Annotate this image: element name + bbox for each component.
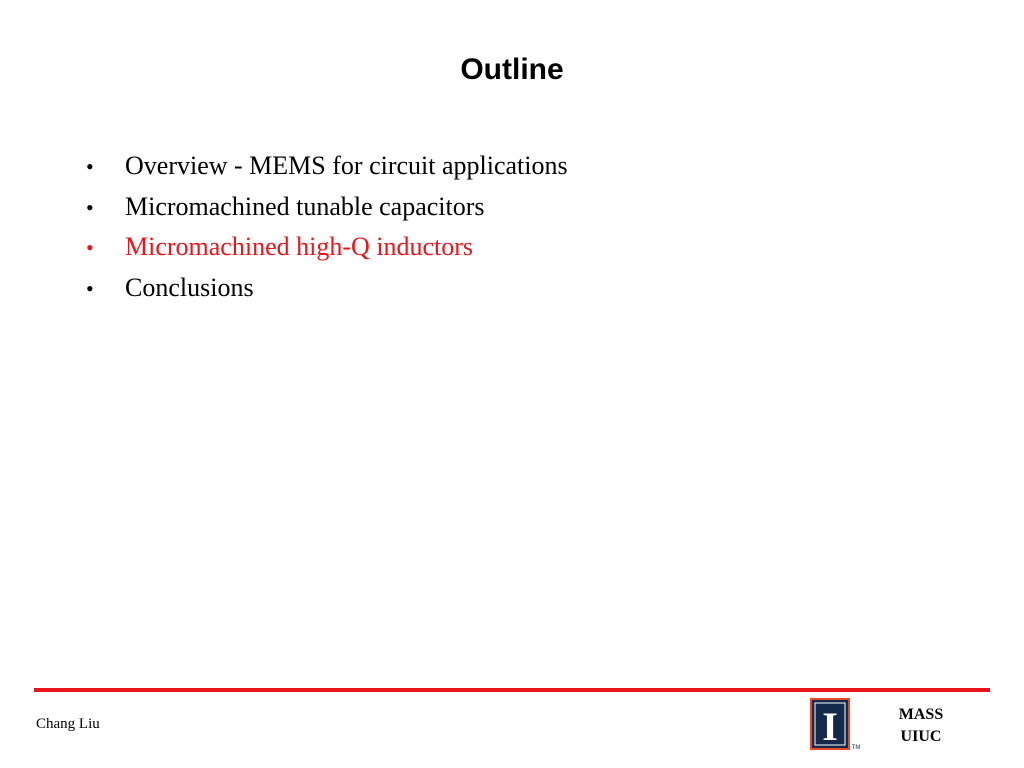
lab-name (886, 704, 956, 748)
lab-name-line2: UIUC (900, 728, 942, 745)
bullet-icon: • (86, 235, 94, 260)
lab-name-line1: MASS (898, 706, 944, 723)
bullet-icon: • (86, 275, 94, 301)
bullet-text: Conclusions (125, 272, 254, 302)
bullet-text: Overview - MEMS for circuit applications (125, 151, 568, 180)
bullet-text: Micromachined tunable capacitors (125, 191, 485, 221)
bullet-list (86, 146, 568, 308)
university-logo-icon (810, 698, 862, 752)
bullet-item-highlighted (86, 227, 568, 268)
logo-letter: I (822, 704, 838, 749)
author-name: Chang Liu (36, 716, 100, 732)
footer-divider (34, 688, 990, 692)
bullet-item (86, 146, 568, 187)
slide-title: Outline (460, 53, 564, 86)
bullet-item (86, 268, 568, 309)
logo-trademark: TM (851, 745, 861, 751)
bullet-item (86, 187, 568, 228)
bullet-text: Micromachined high-Q inductors (125, 232, 474, 261)
bullet-icon: • (86, 194, 94, 220)
bullet-icon: • (86, 154, 94, 179)
